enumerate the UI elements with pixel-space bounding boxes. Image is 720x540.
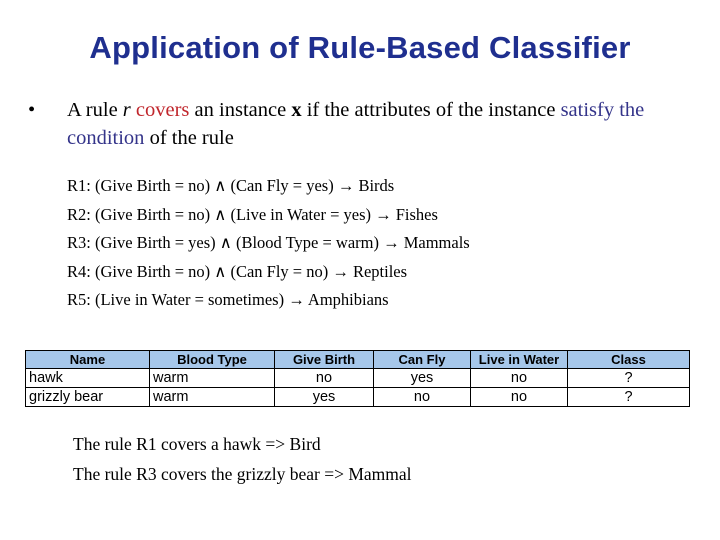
header-give-birth: Give Birth bbox=[275, 351, 374, 369]
cell-class: ? bbox=[568, 388, 690, 407]
bullet-text-part: if the attributes of the instance bbox=[301, 99, 561, 121]
satisfy-term: satisfy the condition bbox=[67, 99, 645, 149]
header-name: Name bbox=[26, 351, 150, 369]
cell-blood-type: warm bbox=[150, 369, 275, 388]
slide-title: Application of Rule-Based Classifier bbox=[89, 30, 631, 65]
bullet-text-part: A rule bbox=[67, 99, 123, 121]
cell-blood-type: warm bbox=[150, 388, 275, 407]
bullet-text-part: of the rule bbox=[144, 127, 234, 149]
conclusion-line: The rule R3 covers the grizzly bear => Mammal bbox=[73, 463, 412, 484]
bullet-icon: • bbox=[28, 99, 36, 121]
conclusion-line: The rule R1 covers a hawk => Bird bbox=[73, 434, 321, 454]
cell-give-birth: yes bbox=[275, 388, 374, 407]
rule-r4: R4: (Give Birth = no) ∧ (Can Fly = no) → Reptiles bbox=[67, 261, 408, 281]
header-can-fly: Can Fly bbox=[374, 351, 471, 369]
header-class: Class bbox=[568, 351, 690, 369]
cell-live-in-water: no bbox=[471, 369, 568, 388]
table-header-row bbox=[26, 351, 690, 369]
rule-variable: r bbox=[122, 99, 131, 121]
rule-list bbox=[67, 172, 470, 315]
cell-can-fly: no bbox=[374, 388, 471, 407]
cell-class: ? bbox=[568, 369, 690, 388]
rule-r3: R3: (Give Birth = yes) ∧ (Blood Type = warm) → Mammals bbox=[67, 233, 470, 253]
conclusion-block bbox=[73, 430, 412, 489]
instance-table bbox=[25, 350, 690, 407]
cell-live-in-water: no bbox=[471, 388, 568, 407]
header-blood-type: Blood Type bbox=[150, 351, 275, 369]
rule-r1: R1: (Give Birth = no) ∧ (Can Fly = yes) → Birds bbox=[67, 176, 395, 195]
cell-can-fly: yes bbox=[374, 369, 471, 388]
rule-r2: R2: (Give Birth = no) ∧ (Live in Water = yes) → Fishes bbox=[67, 204, 438, 224]
instance-variable: x bbox=[291, 99, 302, 121]
bullet-text bbox=[67, 96, 687, 152]
cell-name: hawk bbox=[26, 369, 150, 388]
bullet-text-part: an instance bbox=[189, 99, 292, 121]
rule-r5: R5: (Live in Water = sometimes) → Amphibians bbox=[67, 290, 389, 310]
table-row bbox=[26, 369, 690, 388]
covers-term: covers bbox=[135, 99, 190, 121]
cell-give-birth: no bbox=[275, 369, 374, 388]
table-row bbox=[26, 388, 690, 407]
header-live-in-water: Live in Water bbox=[471, 351, 568, 369]
cell-name: grizzly bear bbox=[26, 388, 150, 407]
